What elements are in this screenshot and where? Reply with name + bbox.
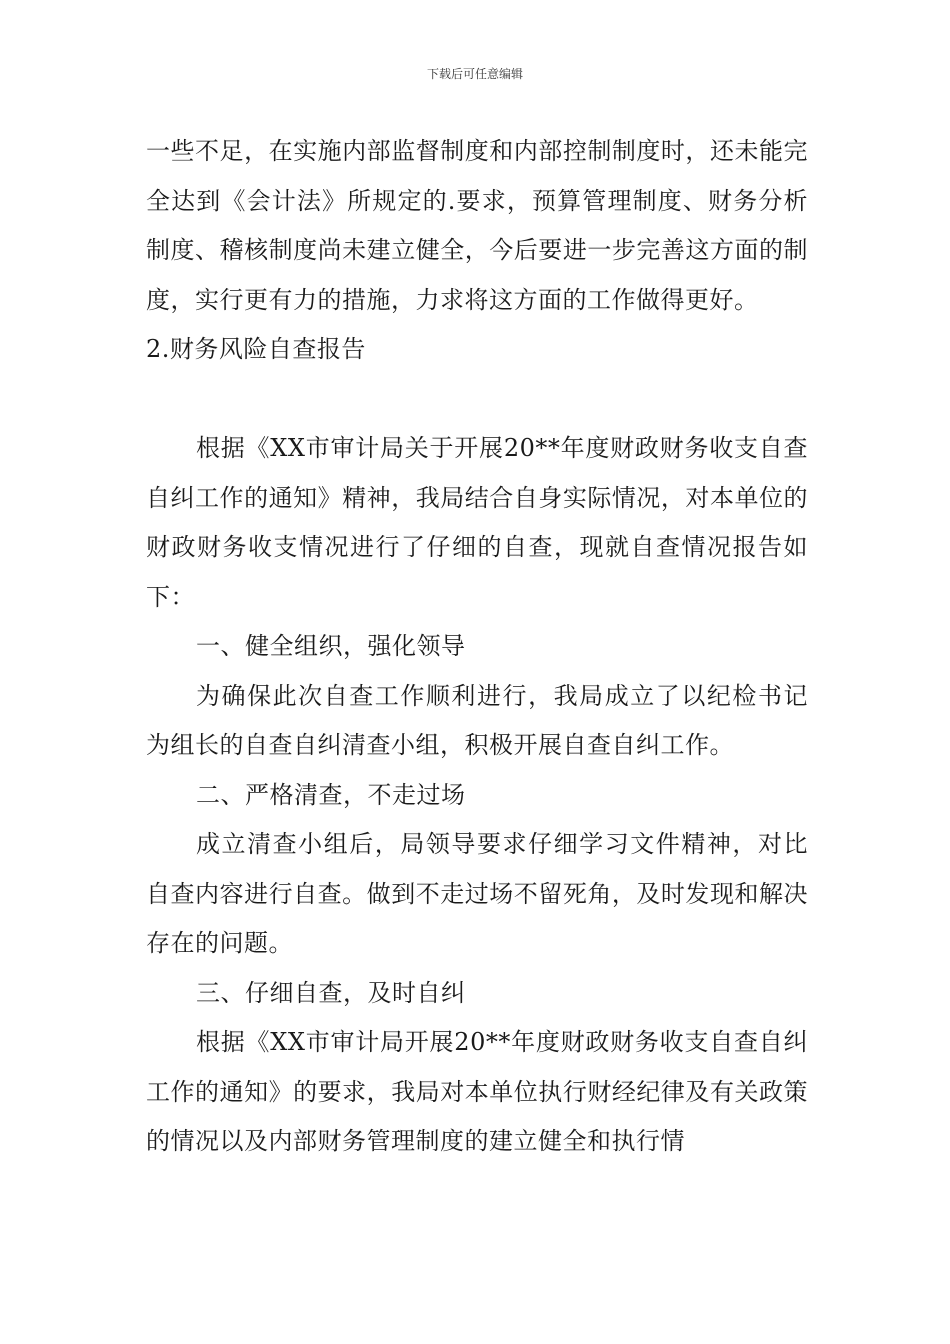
blank-line [146, 375, 808, 425]
heading-three: 三、仔细自查，及时自纠 [196, 978, 466, 1007]
heading-one: 一、健全组织，强化领导 [196, 632, 466, 660]
paragraph-two: 成立清查小组后，局领导要求仔细学习文件精神，对比自查内容进行自查。做到不走过场不留死角，及时发现和解决存在的问题。 [146, 830, 808, 957]
paragraph-three: 根据《XX市审计局开展20**年度财政财务收支自查自纠工作的通知》的要求，我局对本单位执行财经纪律及有关政策的情况以及内部财务管理制度的建立健全和执行情 [146, 1028, 808, 1155]
page-header: 下载后可任意编辑 [426, 67, 523, 81]
intro-paragraph: 根据《XX市审计局关于开展20**年度财政财务收支自查自纠工作的通知》精神，我局结合自身实际情况，对本单位的财政财务收支情况进行了仔细的自查，现就自查情况报告如下： [146, 434, 808, 611]
heading-two: 二、严格清查，不走过场 [196, 780, 466, 809]
paragraph-one: 为确保此次自查工作顺利进行，我局成立了以纪检书记为组长的自查自纠清查小组，积极开展自查自纠工作。 [146, 681, 808, 759]
section-title: 2.财务风险自查报告 [146, 335, 366, 363]
document-body [146, 127, 808, 1167]
paragraph-continuation: 一些不足，在实施内部监督制度和内部控制制度时，还未能完全达到《会计法》所规定的.要求，预算管理制度、财务分析制度、稽核制度尚未建立健全，今后要进一步完善这方面的制度，实行更有力的措施，力求将这方面的工作做得更好。 [146, 137, 808, 314]
